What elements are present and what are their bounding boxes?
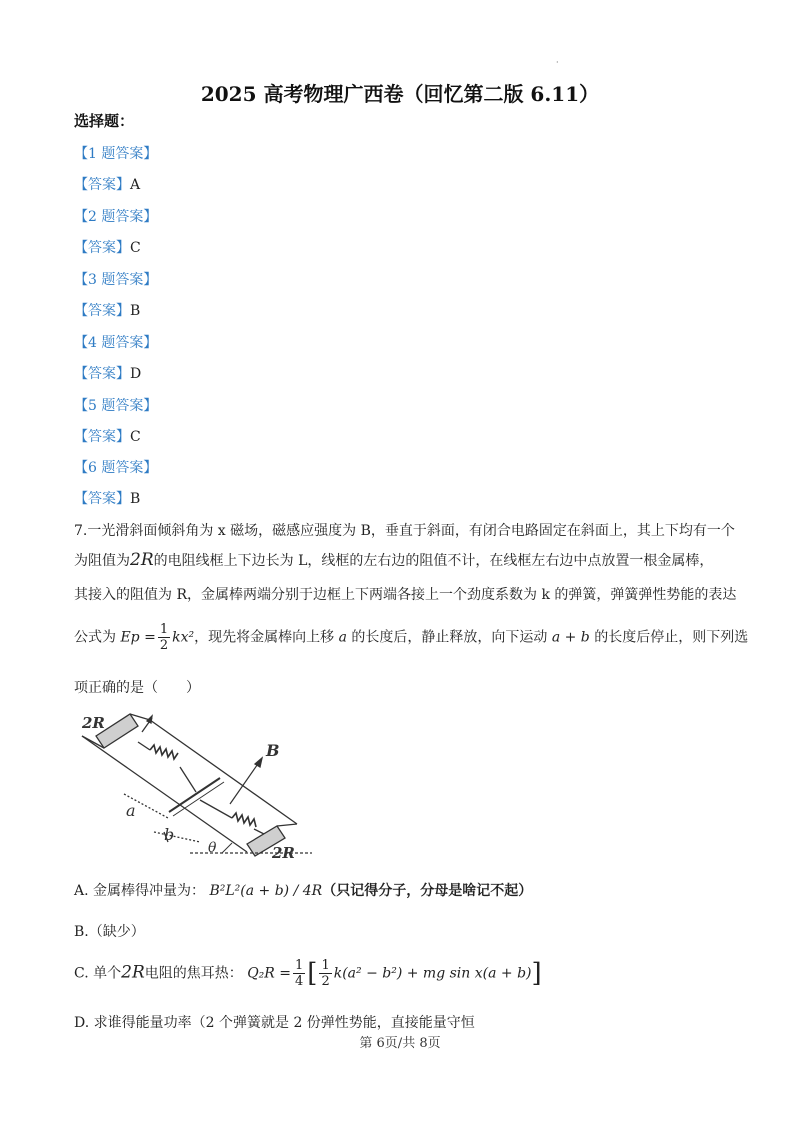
section-label: 选择题： xyxy=(74,112,135,130)
option-d xyxy=(74,1012,734,1032)
option-b-text: （缺少） xyxy=(88,924,145,940)
option-c-text: 电阻的焦耳热： xyxy=(144,965,243,982)
answer-heading-3: 【3 题答案】 xyxy=(74,272,158,288)
option-c-label: C. xyxy=(74,965,89,982)
option-c-fraction-2: $\frac{1}{2}$ xyxy=(321,958,330,989)
q7-text: 的长度后，静止释放，向下运动 xyxy=(351,629,548,646)
option-d-label: D. xyxy=(74,1015,90,1031)
answer-heading-1: 【1 题答案】 xyxy=(74,146,158,162)
q7-text: 的电阻线框上下边长为 L，线框的左右边的阻值不计，在线框左右边中点放置一根金属棒， xyxy=(153,553,714,569)
option-a-text: 金属棒得冲量为： xyxy=(93,883,206,899)
option-c: C. 单个2R电阻的焦耳热： Q₂R = $\frac{1}{4}$ [ $\frac{1}{2}$ k(a² − b²) + mg sin x(a + b)] xyxy=(74,958,542,989)
answer-value: C xyxy=(130,240,141,256)
q7-var-ab: a + b xyxy=(551,629,590,646)
label-2R-bottom: 2R xyxy=(272,844,295,862)
header-mark: · xyxy=(556,58,559,67)
q7-line-2 xyxy=(74,550,734,570)
answer-line-6 xyxy=(74,488,140,508)
answer-label: 【答案】 xyxy=(74,303,130,319)
q7-var-a: a xyxy=(338,629,347,646)
answer-label: 【答案】 xyxy=(74,366,130,382)
option-c-math-2R: 2R xyxy=(121,962,145,983)
option-c-text: 单个 xyxy=(93,965,122,982)
q7-text: 的长度后停止，则下列选 xyxy=(594,629,749,646)
answer-heading-4: 【4 题答案】 xyxy=(74,335,158,351)
label-B: B xyxy=(266,741,280,760)
option-c-fraction-1: $\frac{1}{4}$ xyxy=(295,958,304,989)
option-b-label: B. xyxy=(74,924,89,940)
label-a: a xyxy=(126,801,136,820)
q7-formula-rhs: kx² xyxy=(172,629,195,646)
answer-label: 【答案】 xyxy=(74,491,130,507)
answer-line-1 xyxy=(74,174,140,194)
q7-text: 为阻值为 xyxy=(74,553,130,569)
answer-value: B xyxy=(130,303,141,319)
answer-value: C xyxy=(130,429,141,445)
q7-text: 公式为 xyxy=(74,629,116,646)
q7-line-3: 其接入的阻值为 R，金属棒两端分别于边框上下两端各接上一个劲度系数为 k 的弹簧，弹簧弹性势能的表达 xyxy=(74,587,737,603)
option-a-note: （只记得分子，分母是啥记不起） xyxy=(322,883,533,899)
q7-line-5: 项正确的是（ ） xyxy=(74,680,200,696)
option-a-label: A. xyxy=(74,883,89,899)
option-d-text: 求谁得能量功率（2 个弹簧就是 2 份弹性势能，直接能量守恒 xyxy=(93,1015,475,1031)
answer-line-4 xyxy=(74,363,141,383)
page-title: 2025 高考物理广西卷（回忆第二版 6.11） xyxy=(200,82,600,106)
q7-text: ，现先将金属棒向上移 xyxy=(194,629,335,646)
answer-heading-2: 【2 题答案】 xyxy=(74,209,158,225)
q7-math-2R: 2R xyxy=(130,550,154,570)
answer-line-2 xyxy=(74,237,141,257)
page-footer: 第 6页/共 8页 xyxy=(359,1036,441,1051)
answer-line-3 xyxy=(74,300,140,320)
answer-value: B xyxy=(130,491,141,507)
answer-label: 【答案】 xyxy=(74,177,130,193)
circuit-figure xyxy=(72,706,312,862)
option-c-rest: k(a² − b²) + mg sin x(a + b) xyxy=(333,965,532,982)
option-c-lhs: Q₂R = xyxy=(247,965,292,982)
option-b xyxy=(74,921,734,941)
label-2R-top: 2R xyxy=(82,714,105,732)
answer-label: 【答案】 xyxy=(74,240,130,256)
answer-label: 【答案】 xyxy=(74,429,130,445)
q7-fraction: $\frac{1}{2}$ xyxy=(159,622,169,653)
q7-line-4 xyxy=(74,622,749,653)
label-b: b xyxy=(164,825,175,844)
label-theta: θ xyxy=(208,840,217,856)
option-a-formula: B²L²(a + b) / 4R xyxy=(209,883,323,899)
answer-value: A xyxy=(130,177,141,193)
q7-formula-lhs: Ep = xyxy=(120,629,156,646)
answer-heading-6: 【6 题答案】 xyxy=(74,460,158,476)
q7-line-1: 7.一光滑斜面倾斜角为 x 磁场，磁感应强度为 B，垂直于斜面，有闭合电路固定在斜面上，其上下均有一个 xyxy=(74,523,735,539)
answer-value: D xyxy=(130,366,142,382)
answer-line-5 xyxy=(74,426,141,446)
answer-heading-5: 【5 题答案】 xyxy=(74,398,158,414)
option-a xyxy=(74,880,734,900)
